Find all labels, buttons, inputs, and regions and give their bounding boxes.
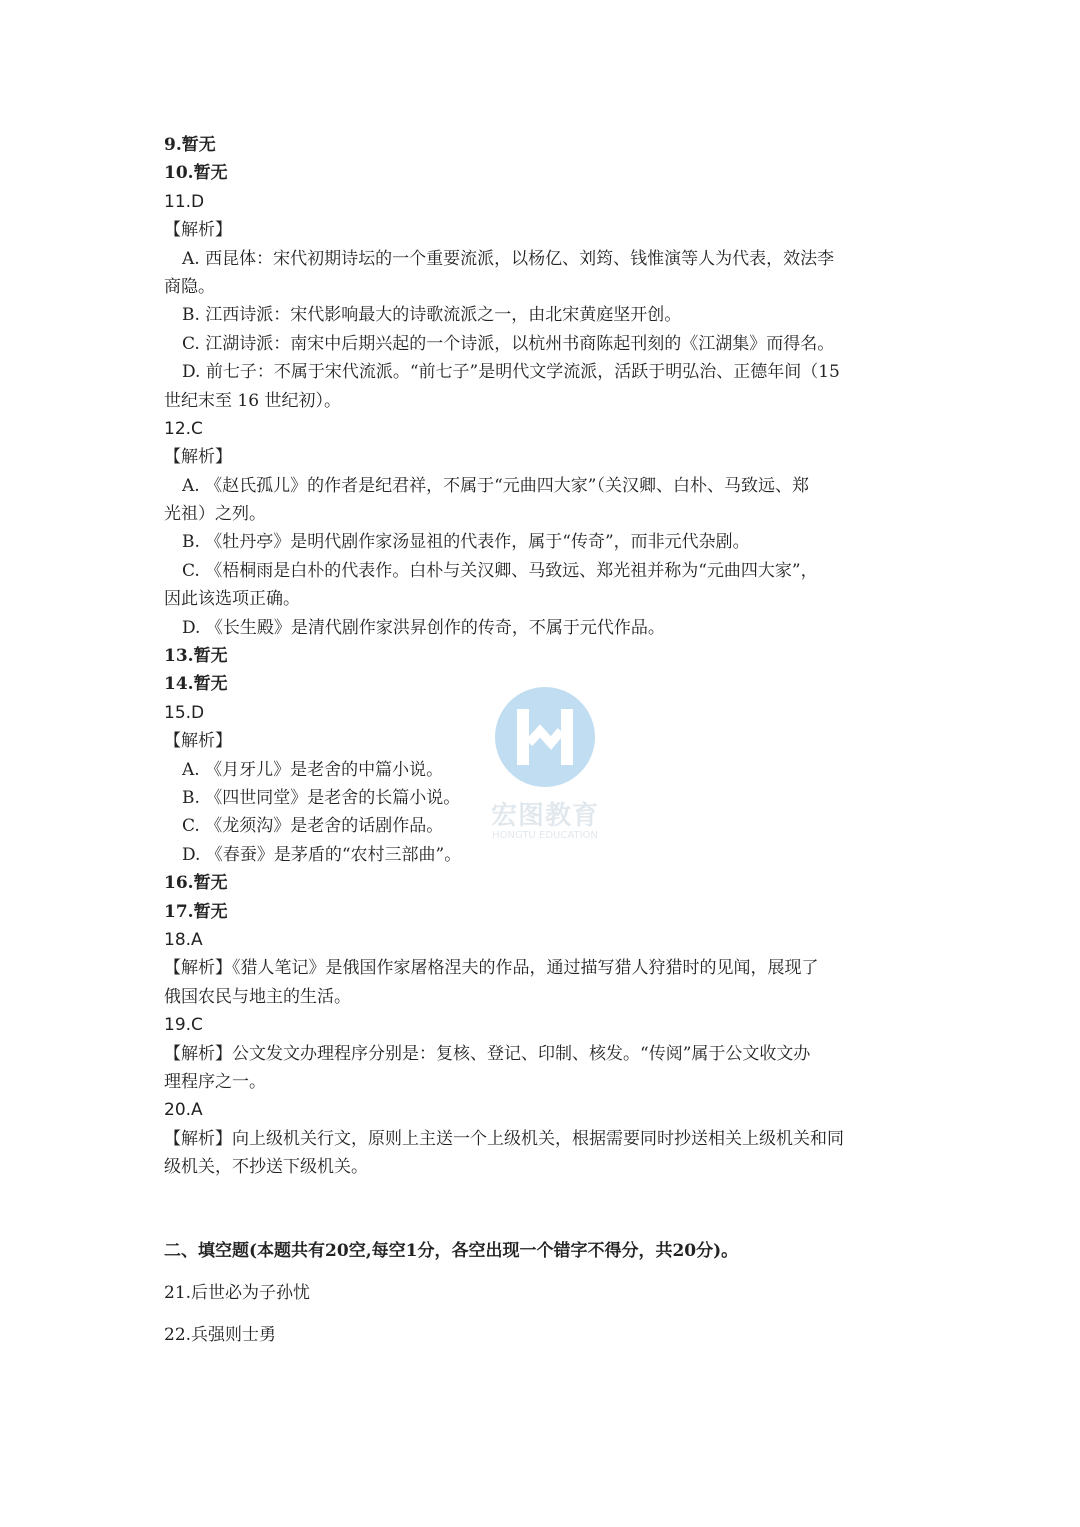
answer-line: 12.C (164, 418, 203, 439)
answer-line: 18.A (164, 929, 203, 950)
section-heading: 二、填空题(本题共有20空,每空1分，各空出现一个错字不得分，共20分)。 (164, 1241, 739, 1262)
answer-line: 20.A (164, 1100, 203, 1121)
analysis-text: D. 《长生殿》是清代剧作家洪昇创作的传奇，不属于元代作品。 (182, 617, 665, 638)
analysis-text: 级机关，不抄送下级机关。 (164, 1157, 368, 1178)
analysis-text: B. 江西诗派：宋代影响最大的诗歌流派之一，由北宋黄庭坚开创。 (182, 305, 682, 326)
watermark-sub: HONGTU EDUCATION (492, 830, 598, 841)
answer-line: 10.暂无 (164, 163, 228, 184)
answer-line: 16.暂无 (164, 873, 228, 894)
analysis-text: D. 《春蚕》是茅盾的“农村三部曲”。 (182, 844, 462, 865)
analysis-text: 理程序之一。 (164, 1071, 266, 1092)
answer-line: 15.D (164, 702, 205, 723)
analysis-text: 世纪末至 16 世纪初）。 (164, 390, 341, 411)
analysis-text: B. 《牡丹亭》是明代剧作家汤显祖的代表作，属于“传奇”，而非元代杂剧。 (182, 532, 750, 553)
watermark-logo-icon (470, 685, 620, 795)
analysis-text: C. 《龙须沟》是老舍的话剧作品。 (182, 816, 444, 837)
analysis-label: 【解析】 (164, 447, 232, 468)
answer-line: 13.暂无 (164, 646, 228, 667)
answer-line: 19.C (164, 1015, 203, 1036)
analysis-text: C. 江湖诗派：南宋中后期兴起的一个诗派，以杭州书商陈起刊刻的《江湖集》而得名。 (182, 333, 835, 354)
analysis-text: 光祖）之列。 (164, 504, 266, 525)
analysis-text: A. 《赵氏孤儿》的作者是纪君祥，不属于“元曲四大家”（关汉卿、白朴、马致远、郑 (182, 475, 809, 496)
analysis-text: 【解析】向上级机关行文，原则上主送一个上级机关，根据需要同时抄送相关上级机关和同 (164, 1128, 844, 1149)
answer-line: 14.暂无 (164, 674, 228, 695)
analysis-text: A. 《月牙儿》是老舍的中篇小说。 (182, 759, 444, 780)
answer-line: 9.暂无 (164, 135, 216, 155)
fill-answer-22: 22.兵强则士勇 (164, 1325, 277, 1346)
analysis-text: C. 《梧桐雨是白朴的代表作。白朴与关汉卿、马致远、郑光祖并称为“元曲四大家”， (182, 560, 818, 581)
analysis-text: 俄国农民与地主的生活。 (164, 986, 351, 1007)
analysis-text: 【解析】《猎人笔记》是俄国作家屠格涅夫的作品，通过描写猎人狩猎时的见闻，展现了 (164, 958, 819, 979)
answer-line: 17.暂无 (164, 901, 228, 922)
analysis-text: 【解析】公文发文办理程序分别是：复核、登记、印制、核发。“传阅”属于公文收文办 (164, 1043, 811, 1064)
analysis-text: 因此该选项正确。 (164, 589, 300, 610)
fill-answer-21: 21.后世必为子孙忧 (164, 1283, 311, 1304)
analysis-label: 【解析】 (164, 220, 232, 241)
answer-line: 11.D (164, 191, 205, 212)
analysis-label: 【解析】 (164, 731, 232, 752)
watermark-name: 宏图教育 (490, 801, 599, 831)
analysis-text: B. 《四世同堂》是老舍的长篇小说。 (182, 787, 461, 808)
analysis-text: 商隐。 (164, 276, 215, 297)
watermark (470, 685, 620, 845)
analysis-text: D. 前七子：不属于宋代流派。“前七子”是明代文学流派，活跃于明弘治、正德年间（15 (182, 362, 840, 383)
analysis-text: A. 西昆体：宋代初期诗坛的一个重要流派，以杨亿、刘筠、钱惟演等人为代表，效法李 (182, 248, 835, 269)
